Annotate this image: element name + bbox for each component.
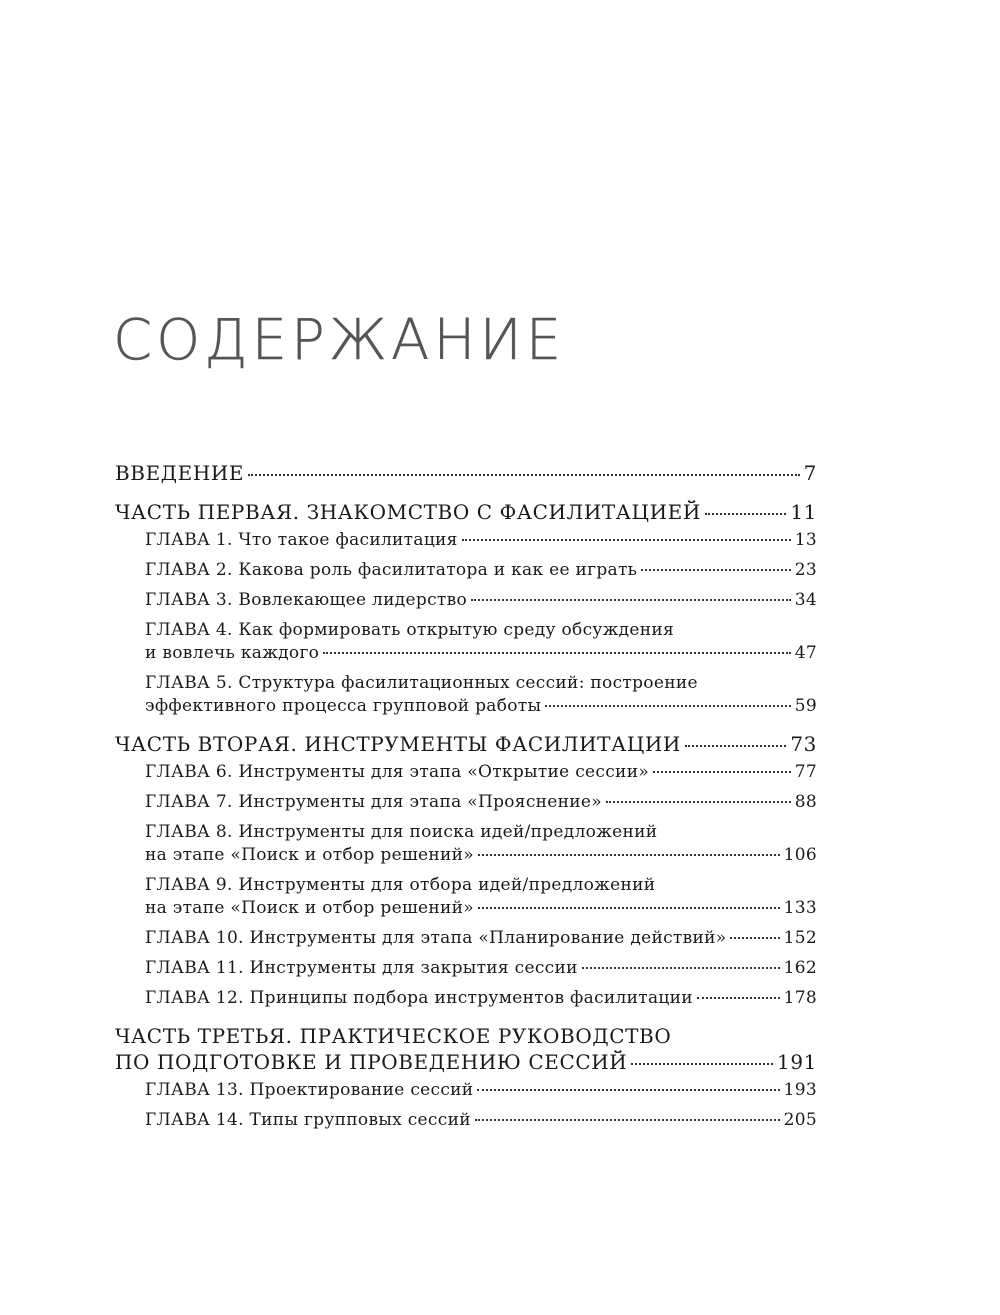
dot-leader xyxy=(471,599,791,601)
toc-page-number: 23 xyxy=(794,560,817,580)
toc-page-number: 7 xyxy=(803,461,817,485)
page-title: СОДЕРЖАНИЕ xyxy=(113,308,566,373)
dot-leader xyxy=(323,652,791,654)
toc-chapter-entry[interactable] xyxy=(145,672,817,718)
toc-chapter-entry[interactable] xyxy=(145,874,817,920)
toc-entry-title: эффективного процесса групповой работы xyxy=(145,696,542,716)
toc-entry-title: ПО ПОДГОТОВКЕ И ПРОВЕДЕНИЮ СЕССИЙ xyxy=(115,1050,628,1074)
dot-leader xyxy=(730,937,779,939)
toc-page-number: 34 xyxy=(794,590,817,610)
dot-leader xyxy=(462,539,791,541)
toc-chapter-entry[interactable] xyxy=(145,791,817,814)
toc-entry-title: ГЛАВА 13. Проектирование сессий xyxy=(145,1080,474,1100)
dot-leader xyxy=(545,705,790,707)
toc-part-entry[interactable] xyxy=(115,460,817,486)
toc-page-number: 88 xyxy=(794,792,817,812)
dot-leader xyxy=(705,513,786,515)
toc-part-entry[interactable] xyxy=(115,1023,817,1075)
toc-chapter-entry[interactable] xyxy=(145,987,817,1010)
toc-entry-title: ГЛАВА 6. Инструменты для этапа «Открытие сессии» xyxy=(145,762,650,782)
toc-chapter-entry[interactable] xyxy=(145,761,817,784)
toc-page-number: 59 xyxy=(794,696,817,716)
dot-leader xyxy=(248,474,800,476)
toc-entry-title: ВВЕДЕНИЕ xyxy=(115,461,245,485)
dot-leader xyxy=(685,745,786,747)
toc-entry-title: ЧАСТЬ ВТОРАЯ. ИНСТРУМЕНТЫ ФАСИЛИТАЦИИ xyxy=(115,732,681,756)
toc-entry-title: ГЛАВА 7. Инструменты для этапа «Прояснение» xyxy=(145,792,602,812)
dot-leader xyxy=(478,854,780,856)
toc-chapter-entry[interactable] xyxy=(145,529,817,552)
toc-page-number: 133 xyxy=(783,898,817,918)
toc-chapter-entry[interactable] xyxy=(145,927,817,950)
toc-entry-title: ГЛАВА 1. Что такое фасилитация xyxy=(145,530,458,550)
toc-entry-title: на этапе «Поиск и отбор решений» xyxy=(145,898,474,918)
toc-chapter-entry[interactable] xyxy=(145,1079,817,1102)
dot-leader xyxy=(475,1119,780,1121)
toc-page-number: 73 xyxy=(790,732,817,756)
toc-page-number: 106 xyxy=(783,845,817,865)
toc-entry-title-line: ГЛАВА 9. Инструменты для отбора идей/предложений xyxy=(145,875,656,895)
toc-entry-title: ГЛАВА 12. Принципы подбора инструментов фасилитации xyxy=(145,988,693,1008)
toc-part-entry[interactable] xyxy=(115,499,817,525)
toc-page-number: 162 xyxy=(783,958,817,978)
toc-entry-title: ГЛАВА 14. Типы групповых сессий xyxy=(145,1110,471,1130)
toc-chapter-entry[interactable] xyxy=(145,619,817,665)
toc-page-number: 11 xyxy=(790,500,817,524)
toc-page-number: 152 xyxy=(783,928,817,948)
toc-chapter-entry[interactable] xyxy=(145,957,817,980)
toc-entry-title: ЧАСТЬ ПЕРВАЯ. ЗНАКОМСТВО С ФАСИЛИТАЦИЕЙ xyxy=(115,500,701,524)
toc-page-number: 191 xyxy=(777,1050,817,1074)
toc-chapter-entry[interactable] xyxy=(145,821,817,867)
table-of-contents xyxy=(115,460,817,1132)
dot-leader xyxy=(477,1089,779,1091)
toc-entry-title: ГЛАВА 2. Какова роль фасилитатора и как ее играть xyxy=(145,560,638,580)
toc-entry-title: ГЛАВА 10. Инструменты для этапа «Планирование действий» xyxy=(145,928,727,948)
toc-chapter-entry[interactable] xyxy=(145,1109,817,1132)
toc-chapter-entry[interactable] xyxy=(145,589,817,612)
toc-entry-title-line: ГЛАВА 5. Структура фасилитационных сессий: построение xyxy=(145,673,698,693)
toc-page-number: 178 xyxy=(783,988,817,1008)
dot-leader xyxy=(478,907,780,909)
dot-leader xyxy=(582,967,780,969)
toc-entry-title-line: ГЛАВА 4. Как формировать открытую среду обсуждения xyxy=(145,620,675,640)
toc-part-entry[interactable] xyxy=(115,731,817,757)
toc-page-number: 13 xyxy=(794,530,817,550)
dot-leader xyxy=(653,771,791,773)
toc-page-number: 193 xyxy=(783,1080,817,1100)
toc-page-number: 77 xyxy=(794,762,817,782)
toc-chapter-entry[interactable] xyxy=(145,559,817,582)
dot-leader xyxy=(697,997,780,999)
dot-leader xyxy=(641,569,791,571)
toc-page-number: 47 xyxy=(794,643,817,663)
toc-entry-title: на этапе «Поиск и отбор решений» xyxy=(145,845,474,865)
toc-entry-title: и вовлечь каждого xyxy=(145,643,320,663)
dot-leader xyxy=(631,1063,773,1065)
toc-entry-title: ГЛАВА 3. Вовлекающее лидерство xyxy=(145,590,468,610)
toc-page-number: 205 xyxy=(783,1110,817,1130)
toc-entry-title: ГЛАВА 11. Инструменты для закрытия сессии xyxy=(145,958,578,978)
toc-entry-title-line: ЧАСТЬ ТРЕТЬЯ. ПРАКТИЧЕСКОЕ РУКОВОДСТВО xyxy=(115,1024,672,1048)
dot-leader xyxy=(606,801,791,803)
toc-entry-title-line: ГЛАВА 8. Инструменты для поиска идей/предложений xyxy=(145,822,658,842)
